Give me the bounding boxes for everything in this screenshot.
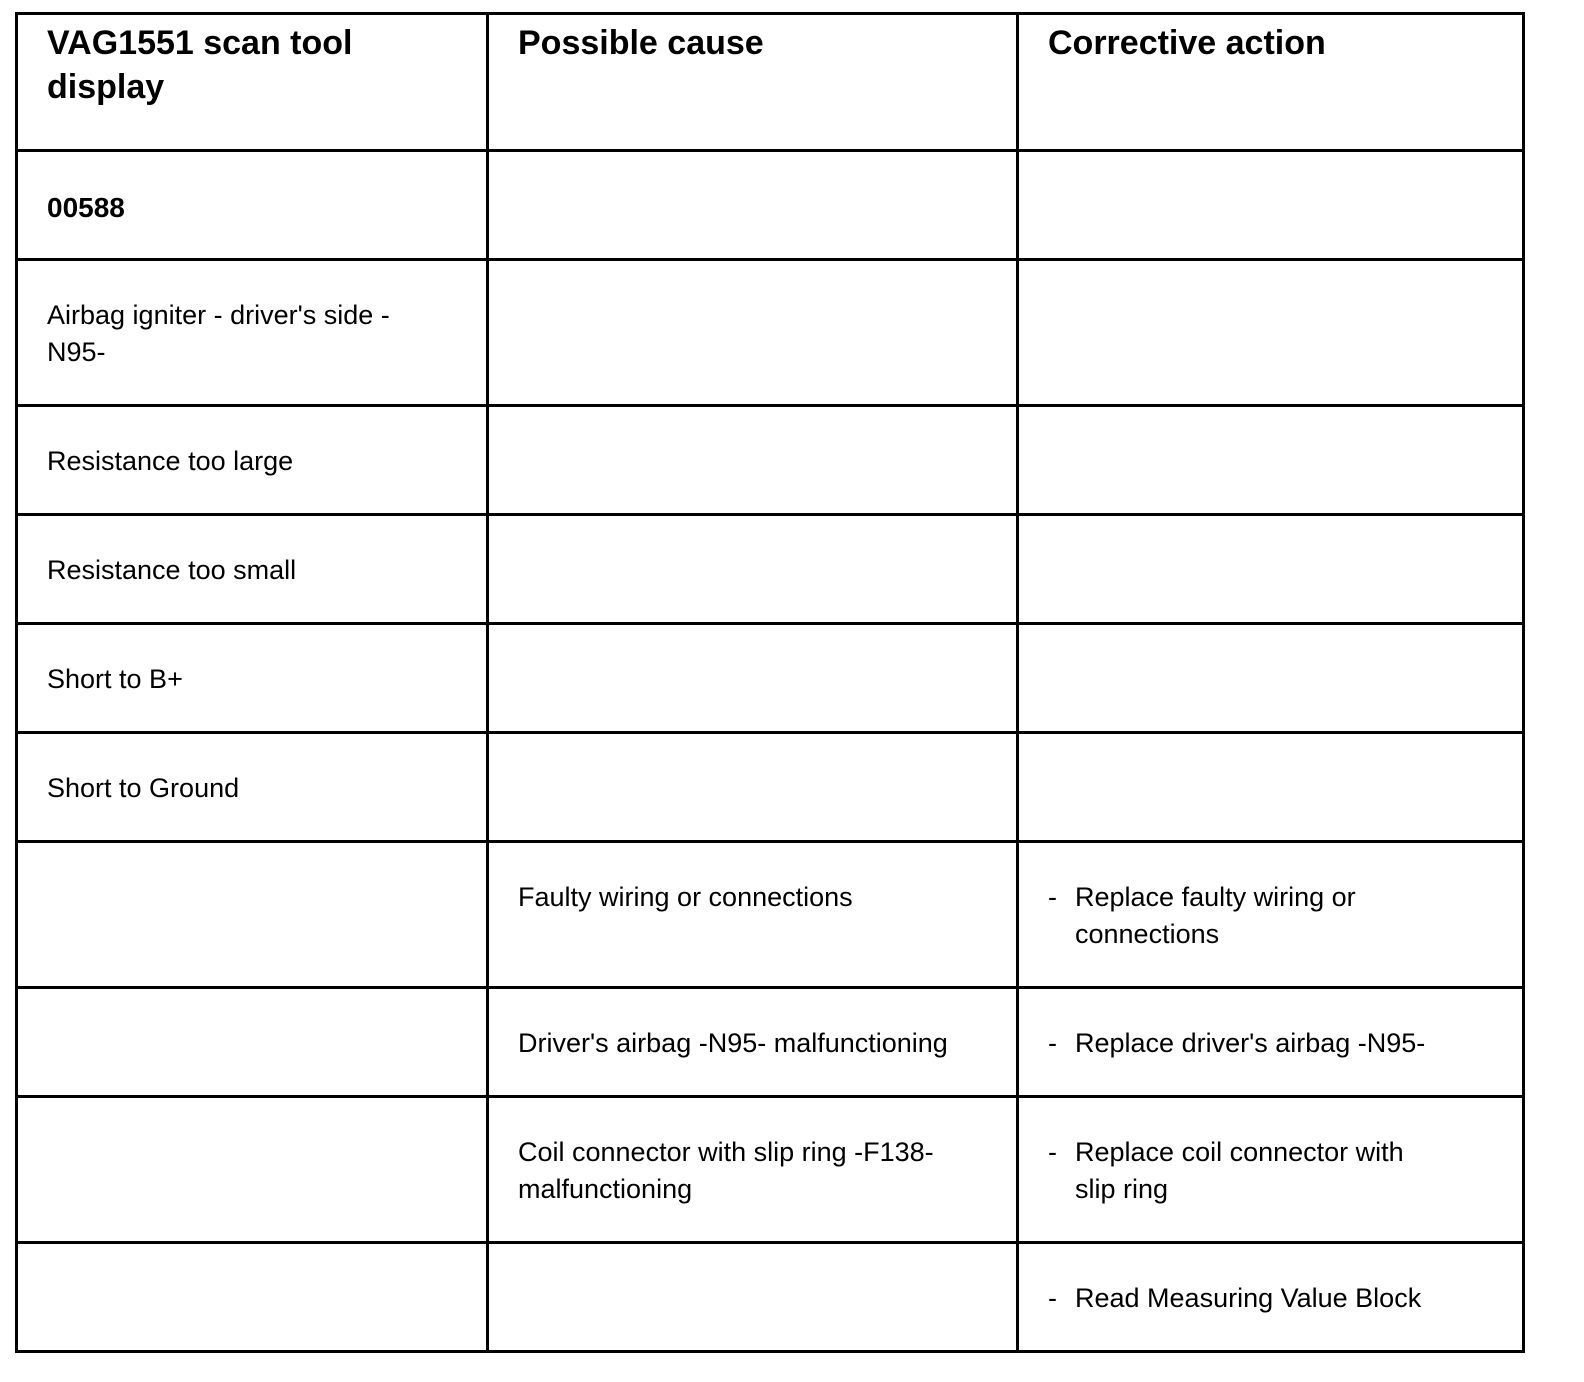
table-row	[17, 406, 1524, 515]
cause-cell	[488, 842, 1018, 988]
display-cell	[17, 733, 488, 842]
bullet-dash: -	[1048, 1283, 1057, 1313]
action-cell	[1018, 151, 1524, 260]
corrective-action-text: Read Measuring Value Block	[1075, 1283, 1422, 1313]
action-cell	[1018, 624, 1524, 733]
action-cell	[1018, 1243, 1524, 1352]
display-cell	[17, 260, 488, 406]
cause-cell	[488, 988, 1018, 1097]
cause-cell	[488, 733, 1018, 842]
cause-cell	[488, 260, 1018, 406]
display-cell	[17, 151, 488, 260]
possible-cause-text: Faulty wiring or connections	[518, 882, 853, 912]
possible-cause-text: Driver's airbag -N95- malfunctioning	[518, 1028, 948, 1058]
action-cell	[1018, 988, 1524, 1097]
fault-code: 00588	[47, 192, 125, 223]
corrective-action-text: Replace driver's airbag -N95-	[1075, 1028, 1426, 1058]
fault-type: Short to Ground	[47, 773, 240, 803]
action-cell	[1018, 515, 1524, 624]
display-cell	[17, 842, 488, 988]
fault-type: Resistance too small	[47, 555, 297, 585]
fault-type: Short to B+	[47, 664, 183, 694]
display-cell	[17, 406, 488, 515]
corrective-action-item	[1019, 1098, 1522, 1208]
bullet-dash: -	[1048, 882, 1057, 912]
display-cell	[17, 624, 488, 733]
table-row	[17, 624, 1524, 733]
action-cell	[1018, 1097, 1524, 1243]
corrective-action-text: Replace coil connector with slip ring	[1075, 1137, 1404, 1204]
table-row	[17, 1097, 1524, 1243]
display-cell	[17, 1097, 488, 1243]
fault-type: Resistance too large	[47, 446, 294, 476]
header-corrective-action: Corrective action	[1048, 24, 1326, 62]
cause-cell	[488, 624, 1018, 733]
header-cell-display	[17, 14, 488, 151]
table-header-row	[17, 14, 1524, 151]
table-row	[17, 988, 1524, 1097]
bullet-dash: -	[1048, 1028, 1057, 1058]
cause-cell	[488, 1097, 1018, 1243]
table-row	[17, 151, 1524, 260]
bullet-dash: -	[1048, 1137, 1057, 1167]
corrective-action-item	[1019, 1244, 1522, 1317]
display-cell	[17, 1243, 488, 1352]
action-cell	[1018, 260, 1524, 406]
corrective-action-text: Replace faulty wiring or connections	[1075, 882, 1356, 949]
action-cell	[1018, 733, 1524, 842]
cause-cell	[488, 515, 1018, 624]
display-cell	[17, 515, 488, 624]
display-cell	[17, 988, 488, 1097]
cause-cell	[488, 151, 1018, 260]
header-cell-action	[1018, 14, 1524, 151]
action-cell	[1018, 406, 1524, 515]
table-row	[17, 733, 1524, 842]
header-cell-cause	[488, 14, 1018, 151]
diagnostic-table	[15, 12, 1525, 1353]
header-possible-cause: Possible cause	[518, 24, 764, 62]
corrective-action-item	[1019, 843, 1522, 953]
action-cell	[1018, 842, 1524, 988]
corrective-action-item	[1019, 989, 1522, 1062]
table-row	[17, 515, 1524, 624]
table-row	[17, 260, 1524, 406]
cause-cell	[488, 406, 1018, 515]
table-row	[17, 842, 1524, 988]
table-row	[17, 1243, 1524, 1352]
possible-cause-text: Coil connector with slip ring -F138- malfunctioning	[518, 1137, 934, 1204]
cause-cell	[488, 1243, 1018, 1352]
header-scan-tool-display: VAG1551 scan tool display	[47, 24, 353, 106]
component-name: Airbag igniter - driver's side -N95-	[47, 300, 390, 367]
